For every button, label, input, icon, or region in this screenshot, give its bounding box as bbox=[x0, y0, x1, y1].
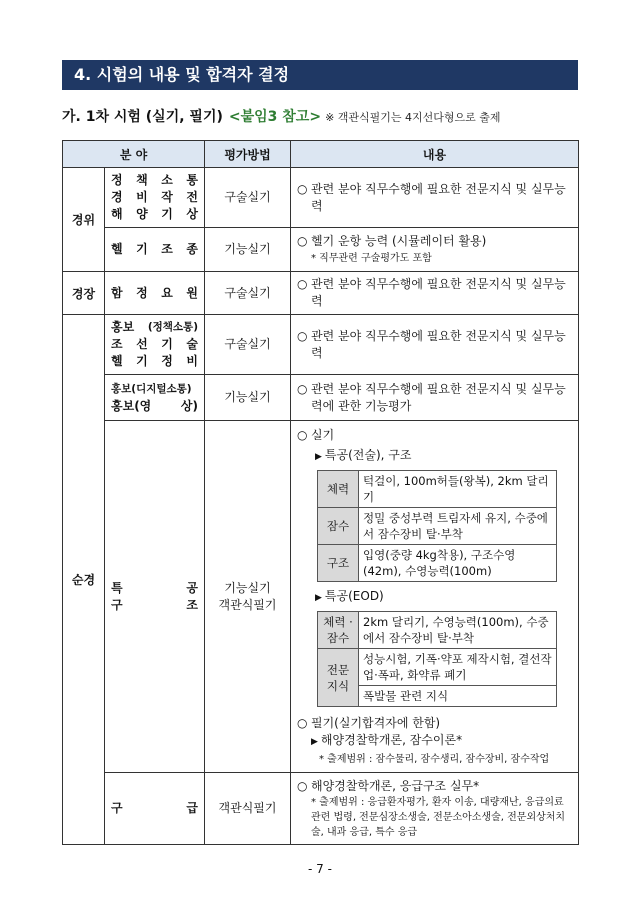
content-cell: ○ 헬기 운항 능력 (시뮬레이터 활용) * 직무관련 구술평가도 포함 bbox=[291, 228, 579, 272]
content-cell: ○ 관련 분야 직무수행에 필요한 전문지식 및 실무능력 bbox=[291, 315, 579, 375]
table-row bbox=[63, 168, 579, 228]
exam-content-table bbox=[62, 140, 579, 845]
header-content: 내용 bbox=[291, 141, 579, 168]
special-ops-test-table: 체력 턱걸이, 100m허들(왕복), 2km 달리기 잠수 정밀 중성부력 트림자세 유지, 수중에서 잠수장비 탈·부착 구조 입영(중량 4kg착용), 구조수영(42m), 수영능력(100m) bbox=[317, 470, 557, 582]
content-cell: ○ 관련 분야 직무수행에 필요한 전문지식 및 실무능력 bbox=[291, 272, 579, 315]
group-title: ▶ 특공(EOD) bbox=[315, 589, 384, 603]
rank-cell: 순경 bbox=[63, 315, 105, 845]
appendix-reference: <붙임3 참고> bbox=[228, 109, 322, 125]
method-cell: 구술실기 bbox=[205, 168, 291, 228]
written-note: * 출제범위 : 잠수물리, 잠수생리, 잠수장비, 잠수작업 bbox=[319, 754, 550, 765]
page-number: - 7 - bbox=[308, 862, 332, 876]
field-cell: 함 정 요 원 bbox=[105, 272, 205, 315]
content-cell: ○ 실기 ▶ 특공(전술), 구조 체력 턱걸이, 100m허들(왕복), 2km 달리기 잠수 정밀 중성부력 트림자세 유지, 수중에서 잠수장비 탈·부착 구조 입영(중량 4kg착용), 구조수영(42m), 수영능력(100m) ▶ 특공(EOD) 체력 ·잠수 2km 달리기, 수영능력(100m), 수중에서 잠수장비 탈·부착 전문 지식 성능시험, 기폭·약포 제작시험, 결선작업·폭파, 화약류 폐기 폭발물 관련 지식 ○ 필기(실기합격자에 한함) ▶ 해양경찰학개론, 잠수이론* * 출제범위 : 잠수물리, 잠수생리, 잠수장비, 잠수작업 bbox=[291, 421, 579, 773]
subsection-title: 가. 1차 시험 (실기, 필기) bbox=[62, 109, 223, 125]
method-cell: 기능실기 bbox=[205, 375, 291, 421]
subsection-heading bbox=[62, 107, 582, 128]
table-row bbox=[63, 272, 579, 315]
method-cell: 구술실기 bbox=[205, 272, 291, 315]
table-row bbox=[63, 315, 579, 375]
field-cell: 정 책 소 통 경 비 작 전 해 양 기 상 bbox=[105, 168, 205, 228]
content-note: * 출제범위 : 응급환자평가, 환자 이송, 대량재난, 응급의료관련 법령, 전문심장소생술, 전문소아소생술, 전문외상처치술, 내과 응급, 특수 응급 bbox=[311, 796, 566, 838]
header-method: 평가방법 bbox=[205, 141, 291, 168]
method-cell: 구술실기 bbox=[205, 315, 291, 375]
content-cell: ○ 관련 분야 직무수행에 필요한 전문지식 및 실무능력에 관한 기능평가 bbox=[291, 375, 579, 421]
table-row bbox=[63, 228, 579, 272]
circle-bullet-icon: ○ bbox=[297, 381, 308, 396]
method-cell: 기능실기 bbox=[205, 228, 291, 272]
subsection-note: ※ 객관식필기는 4지선다형으로 출제 bbox=[325, 111, 501, 124]
method-cell: 기능실기 객관식필기 bbox=[205, 421, 291, 773]
circle-bullet-icon: ○ bbox=[297, 181, 308, 196]
circle-bullet-icon: ○ bbox=[297, 778, 308, 793]
field-cell: 특 공 구 조 bbox=[105, 421, 205, 773]
field-cell: 헬 기 조 종 bbox=[105, 228, 205, 272]
eod-test-table: 체력 ·잠수 2km 달리기, 수영능력(100m), 수중에서 잠수장비 탈·부착 전문 지식 성능시험, 기폭·약포 제작시험, 결선작업·폭파, 화약류 폐기 폭발물 관련 지식 bbox=[317, 611, 557, 707]
rank-cell: 경위 bbox=[63, 168, 105, 272]
header-field: 분 야 bbox=[63, 141, 205, 168]
circle-bullet-icon: ○ bbox=[297, 428, 308, 442]
triangle-right-icon: ▶ bbox=[315, 593, 322, 603]
content-note: * 직무관련 구술평가도 포함 bbox=[311, 252, 432, 264]
triangle-right-icon: ▶ bbox=[311, 737, 318, 747]
content-cell: ○ 관련 분야 직무수행에 필요한 전문지식 및 실무능력 bbox=[291, 168, 579, 228]
written-subject: ▶ 해양경찰학개론, 잠수이론* bbox=[311, 733, 463, 747]
field-cell: 홍보 (정책소통) 조 선 기 술 헬 기 정 비 bbox=[105, 315, 205, 375]
section-title: 4. 시험의 내용 및 합격자 결정 bbox=[62, 60, 578, 90]
circle-bullet-icon: ○ bbox=[297, 233, 308, 248]
table-row bbox=[63, 773, 579, 845]
table-header-row bbox=[63, 141, 579, 168]
content-cell: ○ 해양경찰학개론, 응급구조 실무* * 출제범위 : 응급환자평가, 환자 이송, 대량재난, 응급의료관련 법령, 전문심장소생술, 전문소아소생술, 전문외상처치술, 내과 응급, 특수 응급 bbox=[291, 773, 579, 845]
circle-bullet-icon: ○ bbox=[297, 277, 308, 291]
method-cell: 객관식필기 bbox=[205, 773, 291, 845]
triangle-right-icon: ▶ bbox=[315, 452, 322, 462]
table-row bbox=[63, 375, 579, 421]
table-row bbox=[63, 421, 579, 773]
circle-bullet-icon: ○ bbox=[297, 716, 308, 730]
field-cell: 구 급 bbox=[105, 773, 205, 845]
group-title: ▶ 특공(전술), 구조 bbox=[315, 448, 412, 462]
circle-bullet-icon: ○ bbox=[297, 328, 308, 343]
field-cell: 홍보(디지털소통) 홍보(영 상) bbox=[105, 375, 205, 421]
rank-cell: 경장 bbox=[63, 272, 105, 315]
